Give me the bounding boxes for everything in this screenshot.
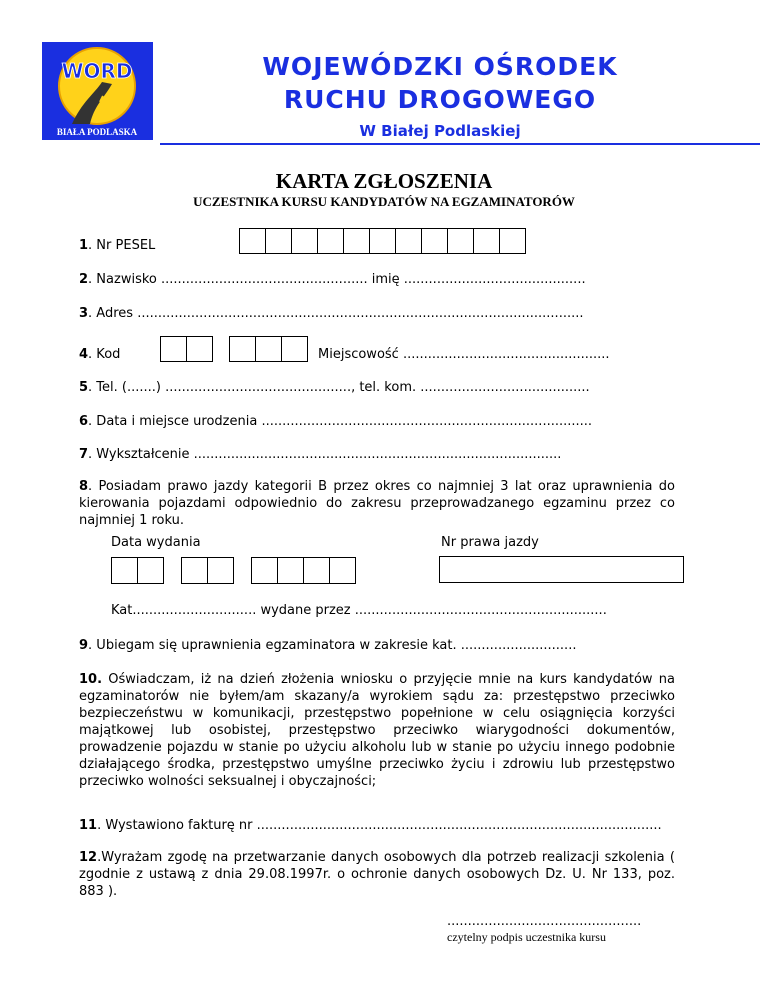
date-digit-box[interactable] [112,557,138,584]
pesel-digit-box[interactable] [474,228,500,254]
field-declaration: 10. Oświadczam, iż na dzień złożenia wniosku o przyjęcie mnie na kurs kandydatów na egzaminatorów nie byłem/am skazany/a wyrokiem sądu za: przestępstwo przeciwko bezpieczeństwu w komunikacji, przestępstwo popełnione w celu osiągnięcia korzyści majątkowej lub osobistej, przestępstwo przeciwko wiarygodności dokumentów, prowadzenie pojazdu w stanie po użyciu alkoholu lub w stanie po użyciu innego podobnie działającego środka, przestępstwo umyślne przeciwko życiu i zdrowiu lub przestępstwo przeciwko wolności seksualnej i obyczajności; [79,672,675,789]
license-number-label: Nr prawa jazdy [441,535,539,550]
pesel-digit-box[interactable] [422,228,448,254]
postcode-digit-box[interactable] [256,336,282,362]
field-pesel-label: 1. Nr PESEL [79,238,156,253]
date-digit-box[interactable] [138,557,164,584]
logo-word-text: WORD [61,59,133,83]
header-subtitle: W Białej Podlaskiej [359,122,521,140]
date-digit-box[interactable] [330,557,356,584]
field-consent: 12.Wyrażam zgodę na przetwarzanie danych osobowych dla potrzeb realizacji szkolenia ( zgodnie z ustawą z dnia 29.08.1997r. o ochronie danych osobowych Dz. U. Nr 133, poz. 883 ). [79,850,675,899]
pesel-digit-box[interactable] [240,228,266,254]
pesel-digit-box[interactable] [344,228,370,254]
issue-month-boxes[interactable] [181,557,234,584]
pesel-digit-box[interactable] [500,228,526,254]
logo-city-text: BIAŁA PODLASKA [56,127,138,137]
postcode-boxes-part1[interactable] [160,336,213,362]
pesel-input-boxes[interactable] [239,228,526,254]
field-address[interactable]: 3. Adres ............................................................................................................ [79,306,584,321]
word-logo [42,42,153,140]
field-invoice[interactable]: 11. Wystawiono fakturę nr .................................................................................................. [79,818,662,833]
date-digit-box[interactable] [182,557,208,584]
field-examiner-category[interactable]: 9. Ubiegam się uprawnienia egzaminatora w zakresie kat. ............................ [79,638,577,653]
field-city[interactable]: Miejscowość .................................................. [318,347,610,362]
date-digit-box[interactable] [278,557,304,584]
date-digit-box[interactable] [304,557,330,584]
form-subtitle: UCZESTNIKA KURSU KANDYDATÓW NA EGZAMINATORÓW [193,194,575,209]
field-category-issuer[interactable]: Kat.............................. wydane przez ............................................................. [111,603,607,618]
field-phone[interactable]: 5. Tel. (.......) ............................................., tel. kom. ......................................... [79,380,590,395]
pesel-digit-box[interactable] [266,228,292,254]
issue-day-boxes[interactable] [111,557,164,584]
field-postcode-label: 4. Kod [79,347,121,362]
pesel-digit-box[interactable] [448,228,474,254]
postcode-digit-box[interactable] [282,336,308,362]
field-education[interactable]: 7. Wykształcenie ......................................................................................... [79,447,562,462]
header-title-line1: WOJEWÓDZKI OŚRODEK [262,52,618,81]
license-number-input[interactable] [439,556,684,583]
issue-date-label: Data wydania [111,535,201,550]
postcode-digit-box[interactable] [161,336,187,362]
pesel-digit-box[interactable] [292,228,318,254]
field-birth[interactable]: 6. Data i miejsce urodzenia ................................................................................ [79,414,593,429]
header-title-line2: RUCHU DROGOWEGO [283,85,597,114]
date-digit-box[interactable] [208,557,234,584]
date-digit-box[interactable] [252,557,278,584]
field-name[interactable]: 2. Nazwisko .................................................. imię ............................................ [79,272,586,287]
postcode-boxes-part2[interactable] [229,336,308,362]
header-divider [160,143,760,145]
pesel-digit-box[interactable] [370,228,396,254]
pesel-digit-box[interactable] [318,228,344,254]
postcode-digit-box[interactable] [187,336,213,362]
issue-year-boxes[interactable] [251,557,356,584]
pesel-digit-box[interactable] [396,228,422,254]
signature-line[interactable]: ............................................... [447,914,642,929]
form-title: KARTA ZGŁOSZENIA [275,169,493,193]
postcode-digit-box[interactable] [230,336,256,362]
field-license-statement: 8. Posiadam prawo jazdy kategorii B przez okres co najmniej 3 lat oraz uprawnienia do kierowania pojazdami odpowiednio do zakresu przeprowadzanego egzaminu przez co najmniej 1 roku. [79,479,675,528]
signature-caption: czytelny podpis uczestnika kursu [447,930,606,944]
